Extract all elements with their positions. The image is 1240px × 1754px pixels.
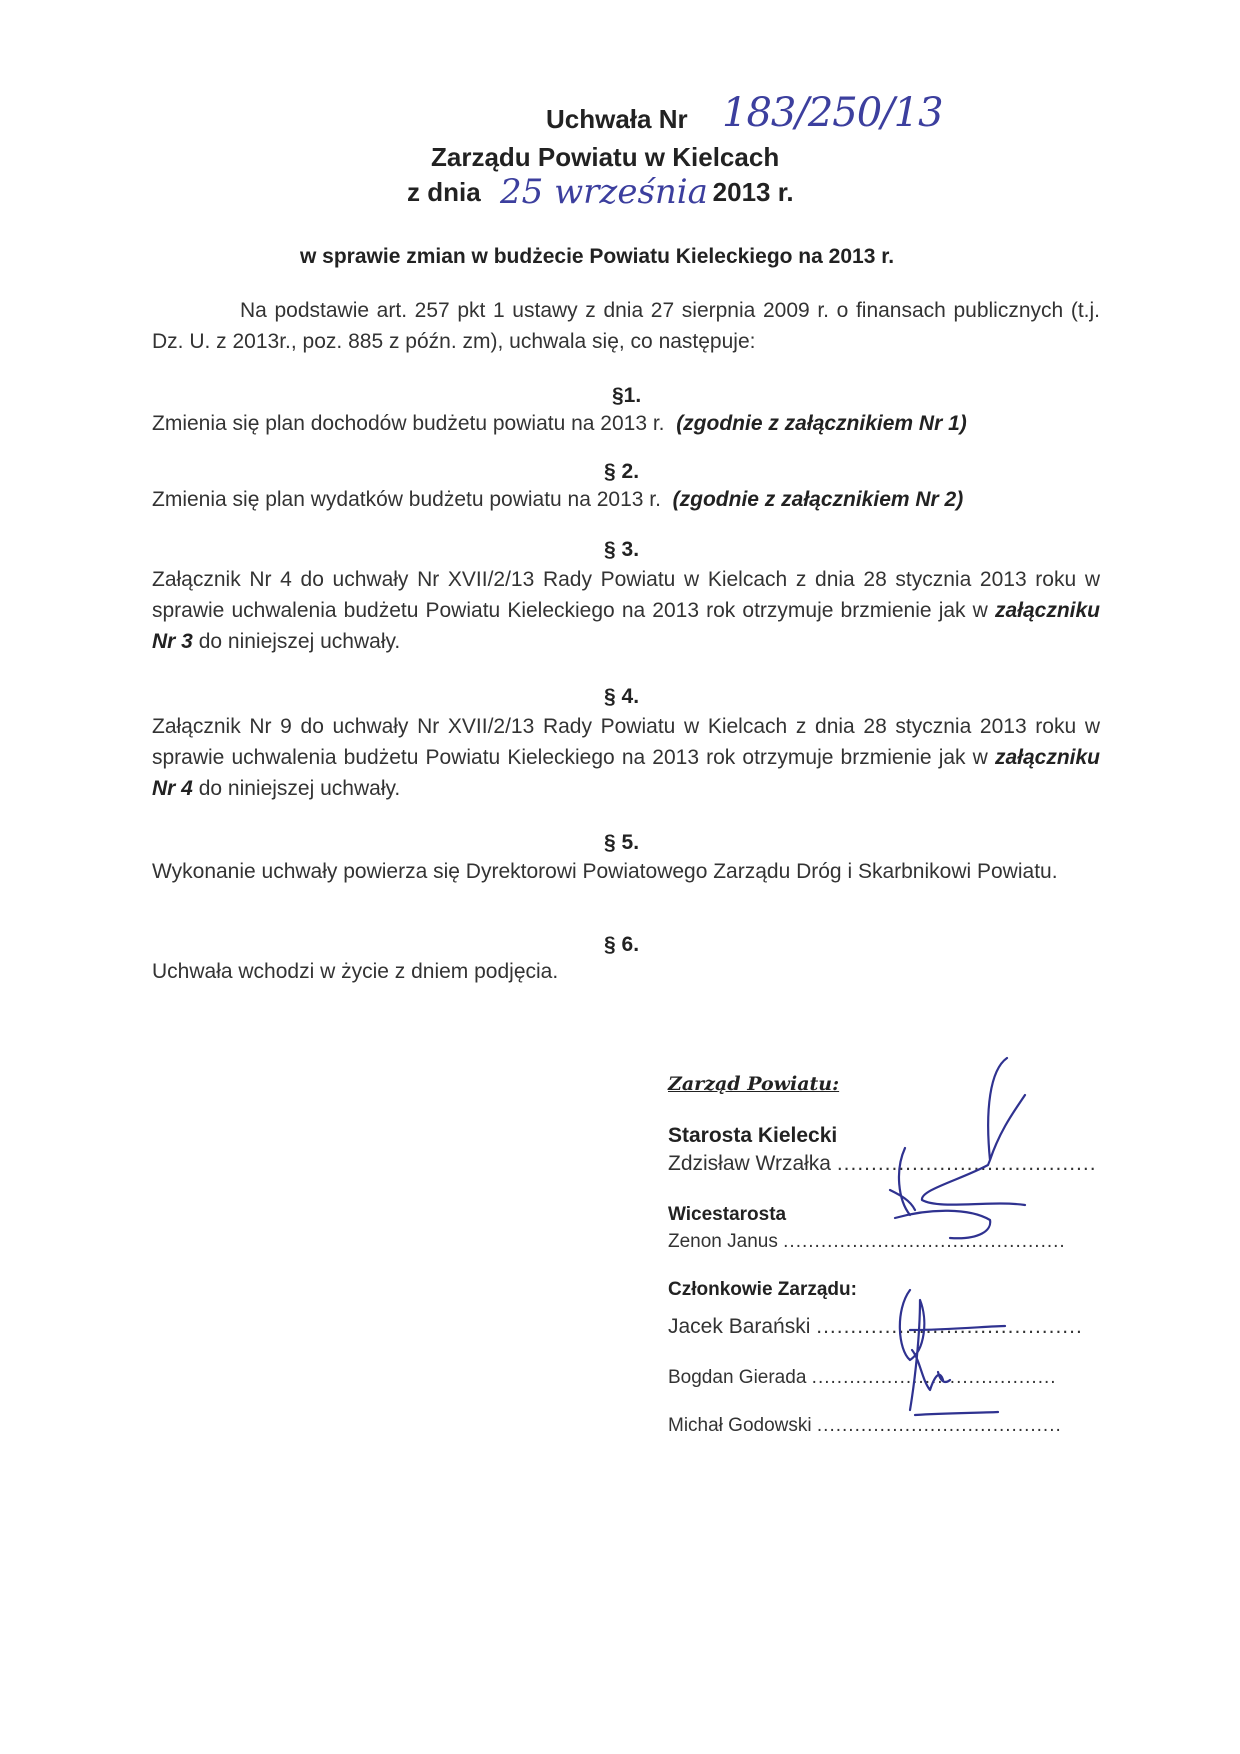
section-3-body-end: do niniejszej uchwały. — [198, 630, 401, 653]
signature-dots: ....................................... — [816, 1415, 1062, 1436]
legal-basis-paragraph: Na podstawie art. 257 pkt 1 ustawy z dnia 27 sierpnia 2009 r. o finansach publicznych (t.j. Dz. U. z 2013r., poz. 885 z późn. zm), uchwala się, co następuje: — [152, 299, 1100, 353]
section-1-mark: §1. — [612, 384, 642, 407]
section-3-text — [152, 564, 1100, 657]
section-2-text — [152, 484, 1100, 515]
section-2-body: Zmienia się plan wydatków budżetu powiatu na 2013 r. — [152, 488, 661, 511]
section-3-mark: § 3. — [604, 538, 640, 561]
section-1-body: Zmienia się plan dochodów budżetu powiatu na 2013 r. — [152, 412, 665, 435]
section-4-attachment-ref: załączniku Nr 4 — [152, 746, 1100, 800]
starosta-name: Zdzisław Wrzałka — [668, 1152, 831, 1175]
board-signature-label: Zarząd Powiatu: — [668, 1073, 840, 1095]
starosta-role: Starosta Kielecki — [668, 1124, 838, 1147]
signature-stroke-starosta — [922, 1058, 1025, 1205]
signature-stroke-member-1 — [900, 1290, 1005, 1410]
section-3-attachment-ref: załączniku Nr 3 — [152, 599, 1100, 653]
section-1-text — [152, 408, 1100, 439]
member-3-name: Michał Godowski — [668, 1415, 812, 1436]
signature-stroke-member-3 — [915, 1412, 998, 1415]
signature-dots: ....................................... — [816, 1315, 1083, 1338]
section-1-attachment-ref: (zgodnie z załącznikiem Nr 1) — [676, 412, 967, 435]
section-4-text — [152, 711, 1100, 804]
section-3-body: Załącznik Nr 4 do uchwały Nr XVII/2/13 Rady Powiatu w Kielcach z dnia 28 stycznia 2013 roku w sprawie uchwalenia budżetu Powiatu Kieleckiego na 2013 rok otrzymuje brzmienie jak w — [152, 568, 1100, 622]
board-members-role: Członkowie Zarządu: — [668, 1279, 857, 1300]
signature-stroke-wice — [890, 1148, 990, 1238]
signature-dots: ...................................... — [836, 1152, 1097, 1175]
wicestarosta-role: Wicestarosta — [668, 1204, 787, 1225]
date-year: 2013 r. — [712, 177, 794, 207]
resolution-title-prefix: Uchwała Nr — [546, 104, 688, 134]
handwritten-signatures — [850, 1050, 1080, 1430]
handwritten-resolution-number: 183/250/13 — [722, 90, 943, 136]
signature-dots: ............................................. — [783, 1231, 1066, 1252]
date-prefix: z dnia — [407, 177, 481, 207]
resolution-subject: w sprawie zmian w budżecie Powiatu Kieleckiego na 2013 r. — [300, 245, 895, 268]
section-4-mark: § 4. — [604, 685, 640, 708]
board-name: Zarządu Powiatu w Kielcach — [431, 142, 780, 172]
section-2-attachment-ref: (zgodnie z załącznikiem Nr 2) — [672, 488, 964, 511]
wicestarosta-name: Zenon Janus — [668, 1231, 778, 1252]
section-5-mark: § 5. — [604, 831, 640, 854]
section-4-body: Załącznik Nr 9 do uchwały Nr XVII/2/13 Rady Powiatu w Kielcach z dnia 28 stycznia 2013 roku w sprawie uchwalenia budżetu Powiatu Kieleckiego na 2013 rok otrzymuje brzmienie jak w — [152, 715, 1100, 769]
member-2-name: Bogdan Gierada — [668, 1367, 807, 1388]
section-6-text: Uchwała wchodzi w życie z dniem podjęcia. — [152, 960, 559, 983]
resolution-title — [546, 104, 688, 135]
section-2-mark: § 2. — [604, 460, 640, 483]
handwritten-date: 25 września — [500, 172, 708, 212]
section-4-body-end: do niniejszej uchwały. — [198, 777, 401, 800]
member-1-name: Jacek Barański — [668, 1315, 811, 1338]
section-5-text: Wykonanie uchwały powierza się Dyrektorowi Powiatowego Zarządu Dróg i Skarbnikowi Powiatu. — [152, 860, 1058, 883]
signature-dots: ....................................... — [811, 1367, 1057, 1388]
section-6-mark: § 6. — [604, 933, 640, 956]
